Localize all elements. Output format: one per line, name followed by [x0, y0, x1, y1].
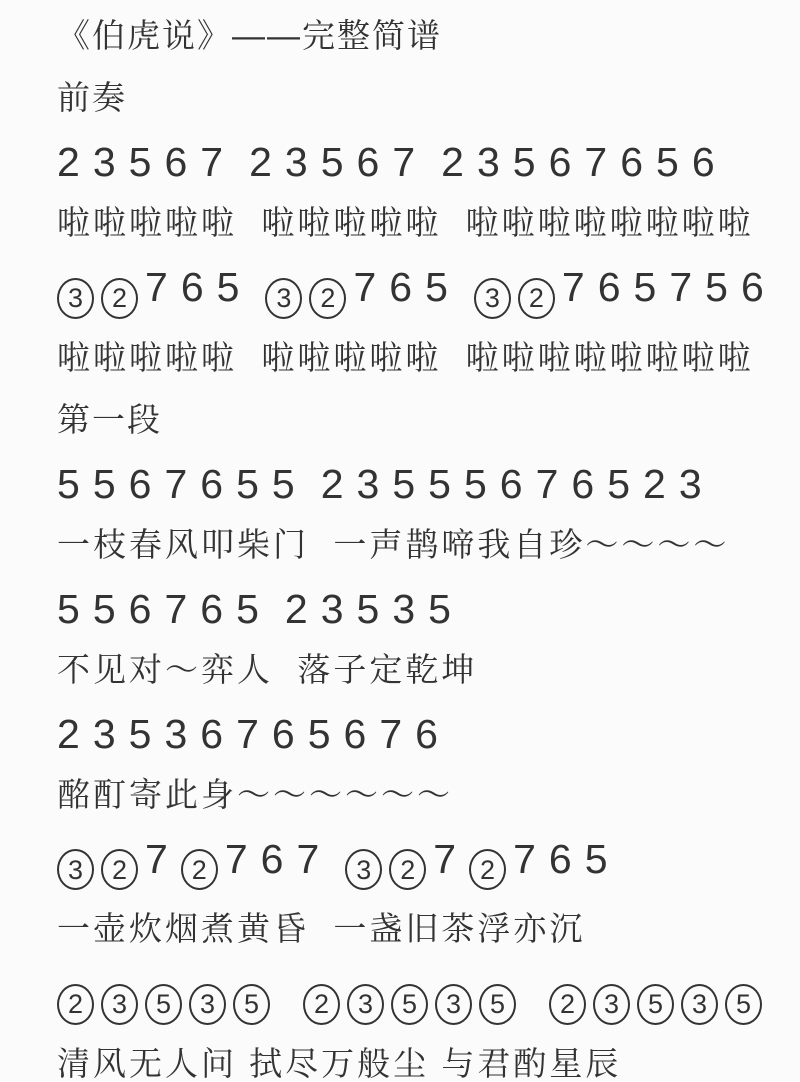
- prelude-heading: 前奏: [57, 79, 127, 116]
- note-group: [57, 712, 438, 756]
- note-group: [441, 140, 715, 184]
- note-low-octave-circled: 3: [265, 278, 302, 319]
- note-low-octave-circled: 2: [518, 278, 555, 319]
- note-low-octave-circled: 3: [189, 984, 226, 1025]
- note-number: 5: [236, 585, 259, 632]
- verse1-notes-line-1: [57, 462, 770, 506]
- note-low-octave-circled: 3: [101, 984, 138, 1025]
- note-number: 5: [216, 264, 240, 310]
- note-low-octave-circled: 3: [681, 984, 718, 1025]
- note-number: 7: [535, 460, 559, 507]
- note-number: 6: [389, 264, 413, 310]
- note-low-octave-circled: 2: [57, 984, 94, 1025]
- note-number: 6: [180, 264, 204, 310]
- note-number: 7: [200, 139, 224, 185]
- note-low-octave-circled: 2: [101, 278, 138, 319]
- note-low-octave-circled: 5: [637, 984, 674, 1025]
- note-number: 5: [57, 460, 80, 507]
- note-number: 7: [145, 835, 168, 882]
- note-low-octave-circled: 2: [389, 849, 426, 890]
- note-low-octave-circled: 2: [181, 849, 218, 890]
- note-number: 6: [200, 710, 224, 757]
- note-number: 5: [428, 585, 451, 632]
- note-number: 5: [128, 710, 152, 757]
- note-number: 5: [584, 835, 608, 882]
- note-number: 2: [57, 139, 80, 185]
- note-number: 5: [236, 460, 259, 507]
- verse1-lyrics-line-4: 一壶炊烟煮黄昏 一盏旧茶浮亦沉: [57, 910, 586, 947]
- note-number: 2: [57, 710, 80, 757]
- note-number: 6: [343, 710, 367, 757]
- note-low-octave-circled: 5: [145, 984, 182, 1025]
- note-number: 5: [425, 264, 448, 310]
- note-number: 6: [620, 139, 643, 185]
- note-group: [57, 587, 259, 631]
- note-number: 3: [284, 139, 308, 185]
- verse1-notes-line-2: [57, 587, 770, 631]
- note-low-octave-circled: 2: [303, 984, 340, 1025]
- note-group: [57, 971, 277, 1025]
- note-low-octave-circled: 3: [57, 849, 94, 890]
- note-low-octave-circled: 5: [725, 984, 762, 1025]
- note-number: 3: [92, 710, 116, 757]
- page-title: 《伯虎说》——完整简谱: [57, 17, 442, 54]
- note-group: [265, 265, 447, 319]
- note-number: 5: [512, 139, 536, 185]
- verse1-notes-line-3: [57, 712, 770, 756]
- note-number: 6: [128, 585, 152, 632]
- note-number: 6: [499, 460, 523, 507]
- verse1-lyrics-line-1: 一枝春风叩柴门 一声鹊啼我自珍～～～～: [57, 525, 730, 563]
- note-number: 6: [128, 460, 152, 507]
- note-number: 6: [356, 139, 380, 185]
- note-number: 3: [476, 139, 500, 185]
- note-number: 6: [571, 460, 595, 507]
- note-number: 3: [678, 460, 702, 507]
- prelude-notes-line-2: [57, 265, 770, 319]
- note-number: 3: [356, 460, 380, 507]
- verse1-lyrics-line-2: 不见对～弈人 落子定乾坤: [57, 650, 478, 688]
- note-number: 5: [705, 264, 728, 310]
- verse1-heading: 第一段: [57, 400, 162, 438]
- note-low-octave-circled: 5: [479, 984, 516, 1025]
- note-low-octave-circled: 2: [101, 849, 138, 890]
- note-number: 7: [513, 835, 536, 882]
- prelude-lyrics-line-1: 啦啦啦啦啦 啦啦啦啦啦 啦啦啦啦啦啦啦啦: [57, 204, 754, 241]
- note-number: 3: [164, 710, 188, 757]
- note-low-octave-circled: 5: [233, 984, 270, 1025]
- note-number: 6: [415, 710, 438, 757]
- note-low-octave-circled: 5: [391, 984, 428, 1025]
- note-number: 3: [392, 585, 416, 632]
- note-low-octave-circled: 2: [549, 984, 586, 1025]
- note-number: 2: [441, 139, 464, 185]
- note-number: 6: [164, 139, 188, 185]
- verse1-notes-line-5: [57, 971, 770, 1025]
- note-number: 7: [236, 710, 259, 757]
- verse1-lyrics-line-5: 清风无人问 拭尽万般尘 与君酌星辰: [57, 1044, 622, 1082]
- note-number: 7: [669, 264, 693, 310]
- note-group: [321, 462, 702, 506]
- note-low-octave-circled: 2: [469, 849, 506, 890]
- note-number: 6: [271, 710, 295, 757]
- note-number: 2: [320, 460, 344, 507]
- note-number: 7: [561, 264, 585, 310]
- note-number: 2: [643, 460, 666, 507]
- note-number: 5: [356, 585, 380, 632]
- note-group: [345, 837, 607, 891]
- note-number: 7: [584, 139, 608, 185]
- note-low-octave-circled: 2: [309, 278, 346, 319]
- note-number: 6: [548, 139, 572, 185]
- note-number: 7: [296, 835, 320, 882]
- note-number: 5: [607, 460, 630, 507]
- note-number: 3: [320, 585, 344, 632]
- note-group: [474, 265, 764, 319]
- note-number: 6: [740, 264, 764, 310]
- prelude-lyrics-line-2: 啦啦啦啦啦 啦啦啦啦啦 啦啦啦啦啦啦啦啦: [57, 338, 754, 376]
- verse1-notes-line-4: [57, 837, 770, 891]
- note-group: [303, 971, 523, 1025]
- note-low-octave-circled: 3: [345, 849, 382, 890]
- note-low-octave-circled: 3: [593, 984, 630, 1025]
- note-group: [57, 265, 239, 319]
- note-number: 6: [260, 835, 284, 882]
- note-group: [549, 971, 769, 1025]
- note-number: 2: [249, 139, 272, 185]
- note-low-octave-circled: 3: [474, 278, 511, 319]
- note-number: 5: [428, 460, 451, 507]
- note-number: 7: [164, 460, 188, 507]
- note-number: 6: [691, 139, 715, 185]
- note-number: 2: [284, 585, 308, 632]
- note-number: 7: [379, 710, 403, 757]
- note-number: 5: [271, 460, 295, 507]
- note-number: 6: [200, 460, 224, 507]
- note-number: 5: [463, 460, 487, 507]
- note-number: 7: [145, 264, 168, 310]
- note-number: 5: [320, 139, 344, 185]
- note-number: 5: [633, 264, 657, 310]
- note-number: 7: [224, 835, 248, 882]
- note-number: 5: [128, 139, 152, 185]
- note-number: 6: [597, 264, 621, 310]
- note-group: [57, 140, 223, 184]
- note-number: 7: [353, 264, 377, 310]
- note-number: 3: [92, 139, 116, 185]
- note-group: [249, 140, 415, 184]
- note-number: 6: [548, 835, 572, 882]
- note-number: 5: [57, 585, 80, 632]
- note-group: [57, 462, 295, 506]
- note-number: 5: [92, 460, 116, 507]
- note-low-octave-circled: 3: [347, 984, 384, 1025]
- note-group: [285, 587, 451, 631]
- note-group: [57, 837, 319, 891]
- note-number: 6: [200, 585, 224, 632]
- note-number: 5: [92, 585, 116, 632]
- note-number: 5: [307, 710, 331, 757]
- note-number: 5: [656, 139, 679, 185]
- note-number: 5: [392, 460, 416, 507]
- note-low-octave-circled: 3: [435, 984, 472, 1025]
- note-number: 7: [164, 585, 188, 632]
- prelude-notes-line-1: [57, 140, 770, 184]
- note-number: 7: [392, 139, 416, 185]
- verse1-lyrics-line-3: 酩酊寄此身～～～～～～: [57, 775, 453, 813]
- note-number: 7: [433, 835, 457, 882]
- note-low-octave-circled: 3: [57, 278, 94, 319]
